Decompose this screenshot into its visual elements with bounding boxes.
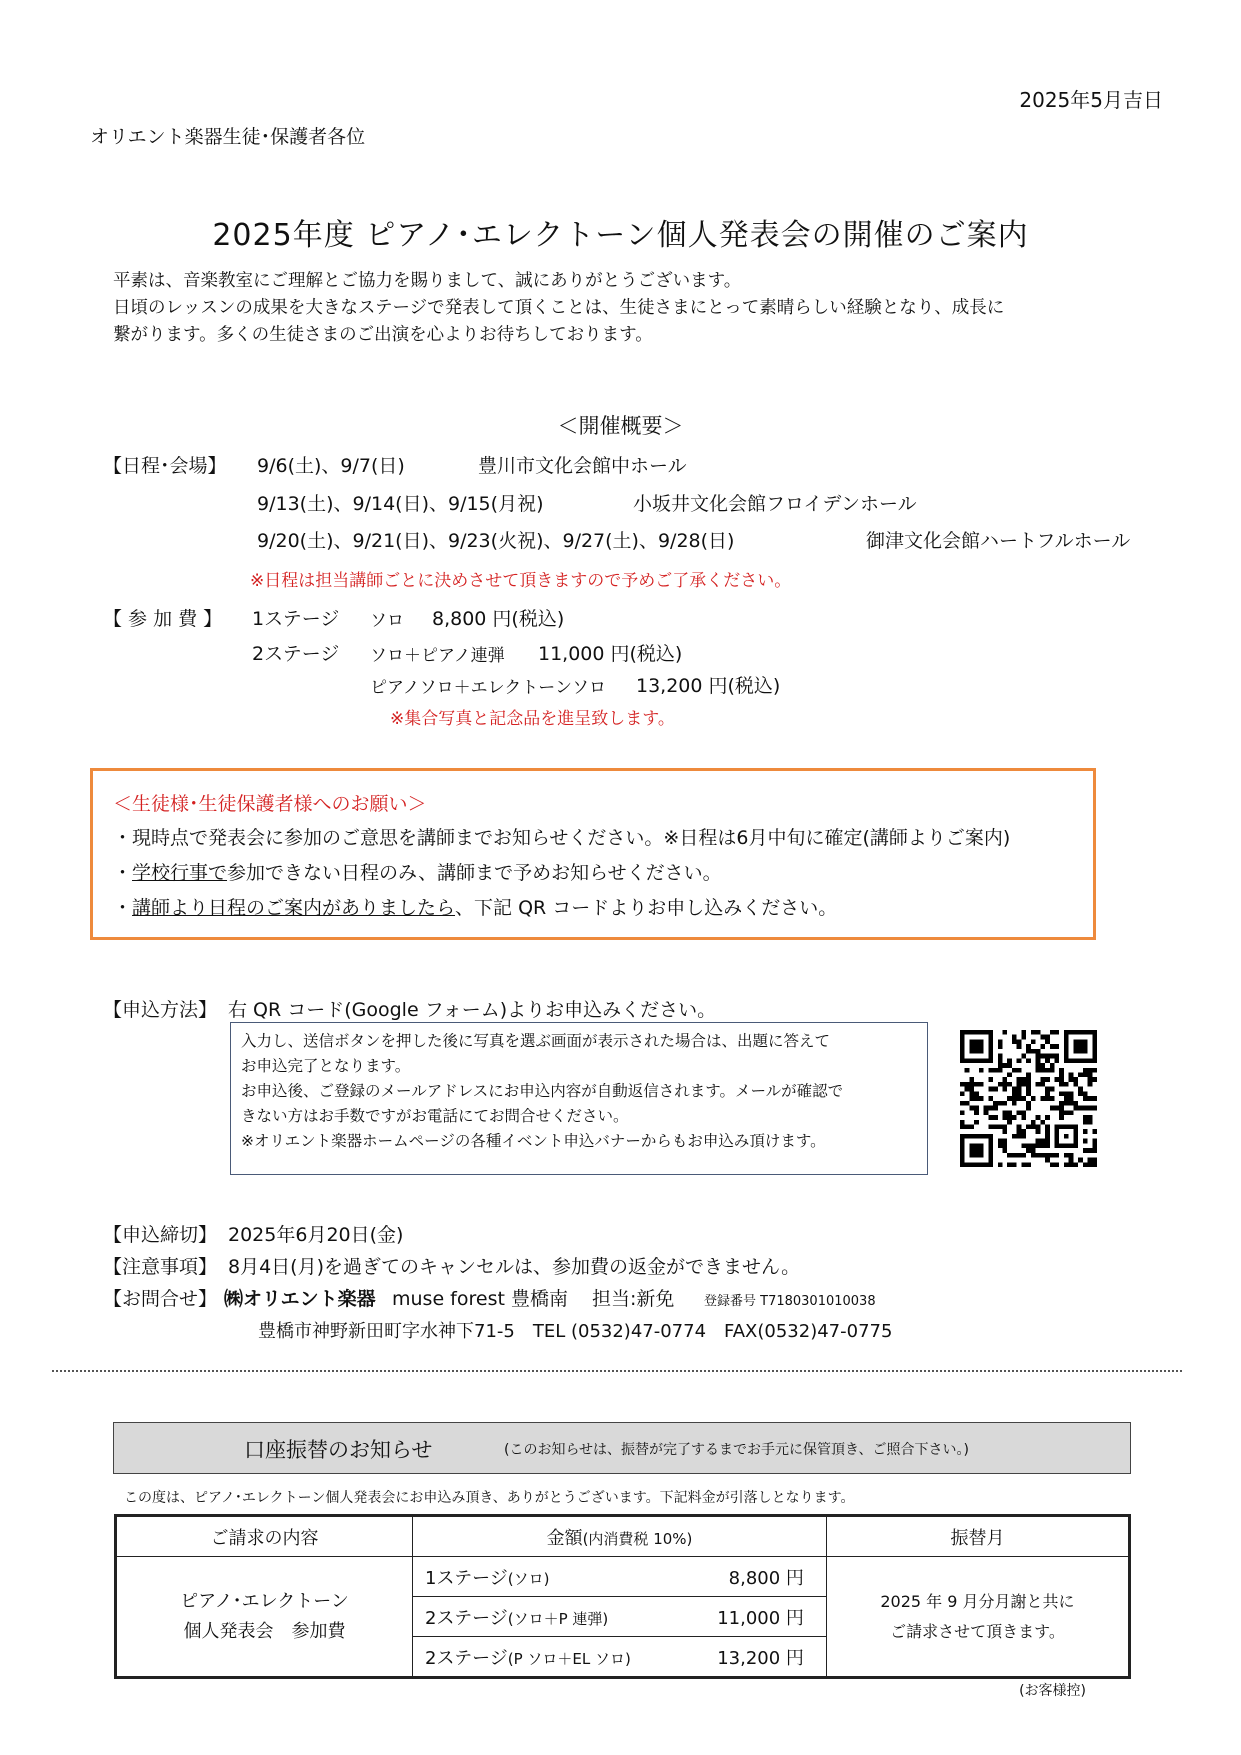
caution-text: 8月4日(月)を過ぎてのキャンセルは、参加費の返金ができません。 [228,1256,801,1278]
contact-label: 【お問合せ】 [103,1288,218,1310]
transfer-header [113,1422,1131,1474]
schedule-venue-1: 豊川市文化会館中ホール [478,455,687,477]
contact-store: muse forest 豊橋南 [392,1288,568,1310]
row-stage: 1ステージ [425,1567,508,1589]
deadline-value: 2025年6月20日(金) [228,1224,404,1246]
billing-item-line2: 個人発表会 参加費 [183,1620,346,1642]
row-label [413,1597,682,1637]
page-title: 2025年度 ピアノ･エレクトーン個人発表会の開催のご案内 [212,218,1029,253]
row-sub: (P ソロ＋EL ソロ) [507,1649,631,1668]
row-stage: 2ステージ [425,1647,508,1669]
table-row [116,1557,1130,1597]
fee-stage1-price: 8,800 円(税込) [432,608,565,630]
request-notice-box [90,768,1096,940]
transfer-title: 口座振替のお知らせ [244,1438,433,1462]
contact-registration: 登録番号 T7180301010038 [704,1294,876,1309]
row-sub: (ソロ) [507,1569,550,1588]
schedule-dates-2: 9/13(土)、9/14(日)、9/15(月祝) [257,493,544,515]
contact-company: ㈱オリエント楽器 [224,1288,376,1310]
billing-month [826,1557,1129,1678]
billing-table [114,1514,1131,1679]
cut-line [52,1370,1182,1372]
fee-stage1-type: ソロ [370,611,404,631]
application-label: 【申込方法】 [103,999,218,1021]
request-line-3-rest: 、下記 QR コードよりお申し込みください。 [455,897,838,919]
header-content: ご請求の内容 [116,1516,413,1557]
intro-paragraph [113,268,1004,349]
application-info-box [230,1022,928,1175]
fee-stage2-price-b: 13,200 円(税込) [636,675,781,697]
row-label [413,1557,682,1597]
row-amount: 11,000 円 [682,1597,827,1637]
billing-month-line1: 2025 年 9 月分月謝と共に [880,1591,1075,1611]
qr-code-icon[interactable] [960,1030,1097,1167]
request-line-1: ・現時点で発表会に参加のご意思を講師までお知らせください。※日程は6月中旬に確定(講師よりご案内) [113,827,1011,849]
header-amount-label: 金額 [546,1527,583,1549]
intro-line: 繋がります。多くの生徒さまのご出演を心よりお待ちしております。 [113,325,653,345]
request-school-event: 学校行事で [132,862,228,884]
intro-line: 平素は、音楽教室にご理解とご協力を賜りまして、誠にありがとうございます。 [113,271,742,291]
header-amount-tax: (内消費税 10%) [582,1529,693,1548]
request-teacher-notice: 講師より日程のご案内がありましたら [132,897,456,919]
header-month: 振替月 [826,1516,1129,1557]
request-line-2-rest: 、講師まで予めお知らせください。 [418,862,722,884]
header-amount [413,1516,827,1557]
overview-heading: ＜開催概要＞ [557,414,684,438]
request-unavailable: 参加できない日程のみ [227,862,419,884]
application-info-line: きない方はお手数ですがお電話にてお問合せください。 [241,1107,629,1125]
fee-note: ※集合写真と記念品を進呈致します。 [390,709,675,729]
row-amount: 13,200 円 [682,1637,827,1678]
intro-line: 日頃のレッスンの成果を大きなステージで発表して頂くことは、生徒さまにとって素晴らしい経験となり、成長に [113,298,1005,318]
schedule-note: ※日程は担当講師ごとに決めさせて頂きますので予めご了承ください。 [250,571,792,591]
request-line-2 [113,858,722,885]
customer-copy-label: (お客様控) [1019,1683,1086,1699]
caution-label: 【注意事項】 [103,1256,218,1278]
schedule-label: 【日程･会場】 [103,455,227,477]
transfer-subtitle: (このお知らせは、振替が完了するまでお手元に保管頂き、ご照合下さい。) [504,1442,969,1458]
billing-month-line2: ご請求させて頂きます。 [890,1621,1065,1641]
fee-stage2-type-a: ソロ＋ピアノ連弾 [370,646,505,666]
schedule-dates-3: 9/20(土)、9/21(日)、9/23(火祝)、9/27(土)、9/28(日) [257,530,735,552]
deadline-label: 【申込締切】 [103,1224,218,1246]
row-label [413,1637,682,1678]
fee-stage2: 2ステージ [252,643,340,665]
request-bullet: ・ [113,897,133,919]
addressee: オリエント楽器生徒･保護者各位 [90,126,366,148]
request-heading: ＜生徒様･生徒保護者様へのお願い＞ [113,793,427,815]
transfer-note: この度は、ピアノ･エレクトーン個人発表会にお申込み頂き、ありがとうございます。下記料金が引落しとなります。 [124,1490,855,1506]
row-sub: (ソロ＋P 連弾) [507,1609,609,1628]
application-info-line: お申込完了となります。 [241,1057,411,1075]
application-info-line: ※オリエント楽器ホームページの各種イベント申込バナーからもお申込み頂けます。 [241,1132,826,1150]
contact-address: 豊橋市神野新田町字水神下71-5 TEL (0532)47-0774 FAX(0532)47-0775 [258,1321,893,1342]
fee-stage1: 1ステージ [252,608,340,630]
billing-item-line1: ピアノ･エレクトーン [180,1590,349,1612]
schedule-venue-2: 小坂井文化会館フロイデンホール [633,493,917,515]
fee-stage2-price-a: 11,000 円(税込) [538,643,683,665]
request-line-3 [113,893,837,920]
billing-item [116,1557,413,1678]
row-amount: 8,800 円 [682,1557,827,1597]
schedule-venue-3: 御津文化会館ハートフルホール [866,530,1131,552]
application-info-line: 入力し、送信ボタンを押した後に写真を選ぶ画面が表示された場合は、出題に答えて [241,1032,831,1050]
contact-person: 担当:新免 [592,1288,675,1310]
application-text: 右 QR コード(Google フォーム)よりお申込みください。 [228,999,717,1021]
fee-stage2-type-b: ピアノソロ＋エレクトーンソロ [370,678,606,698]
fee-label: 【 参 加 費 】 [103,608,223,630]
issue-date: 2025年5月吉日 [1019,88,1163,112]
application-info-line: お申込後、ご登録のメールアドレスにお申込内容が自動返信されます。メールが確認で [241,1082,844,1100]
schedule-dates-1: 9/6(土)、9/7(日) [257,455,405,477]
request-bullet: ・ [113,862,133,884]
table-header-row [116,1516,1130,1557]
row-stage: 2ステージ [425,1607,508,1629]
